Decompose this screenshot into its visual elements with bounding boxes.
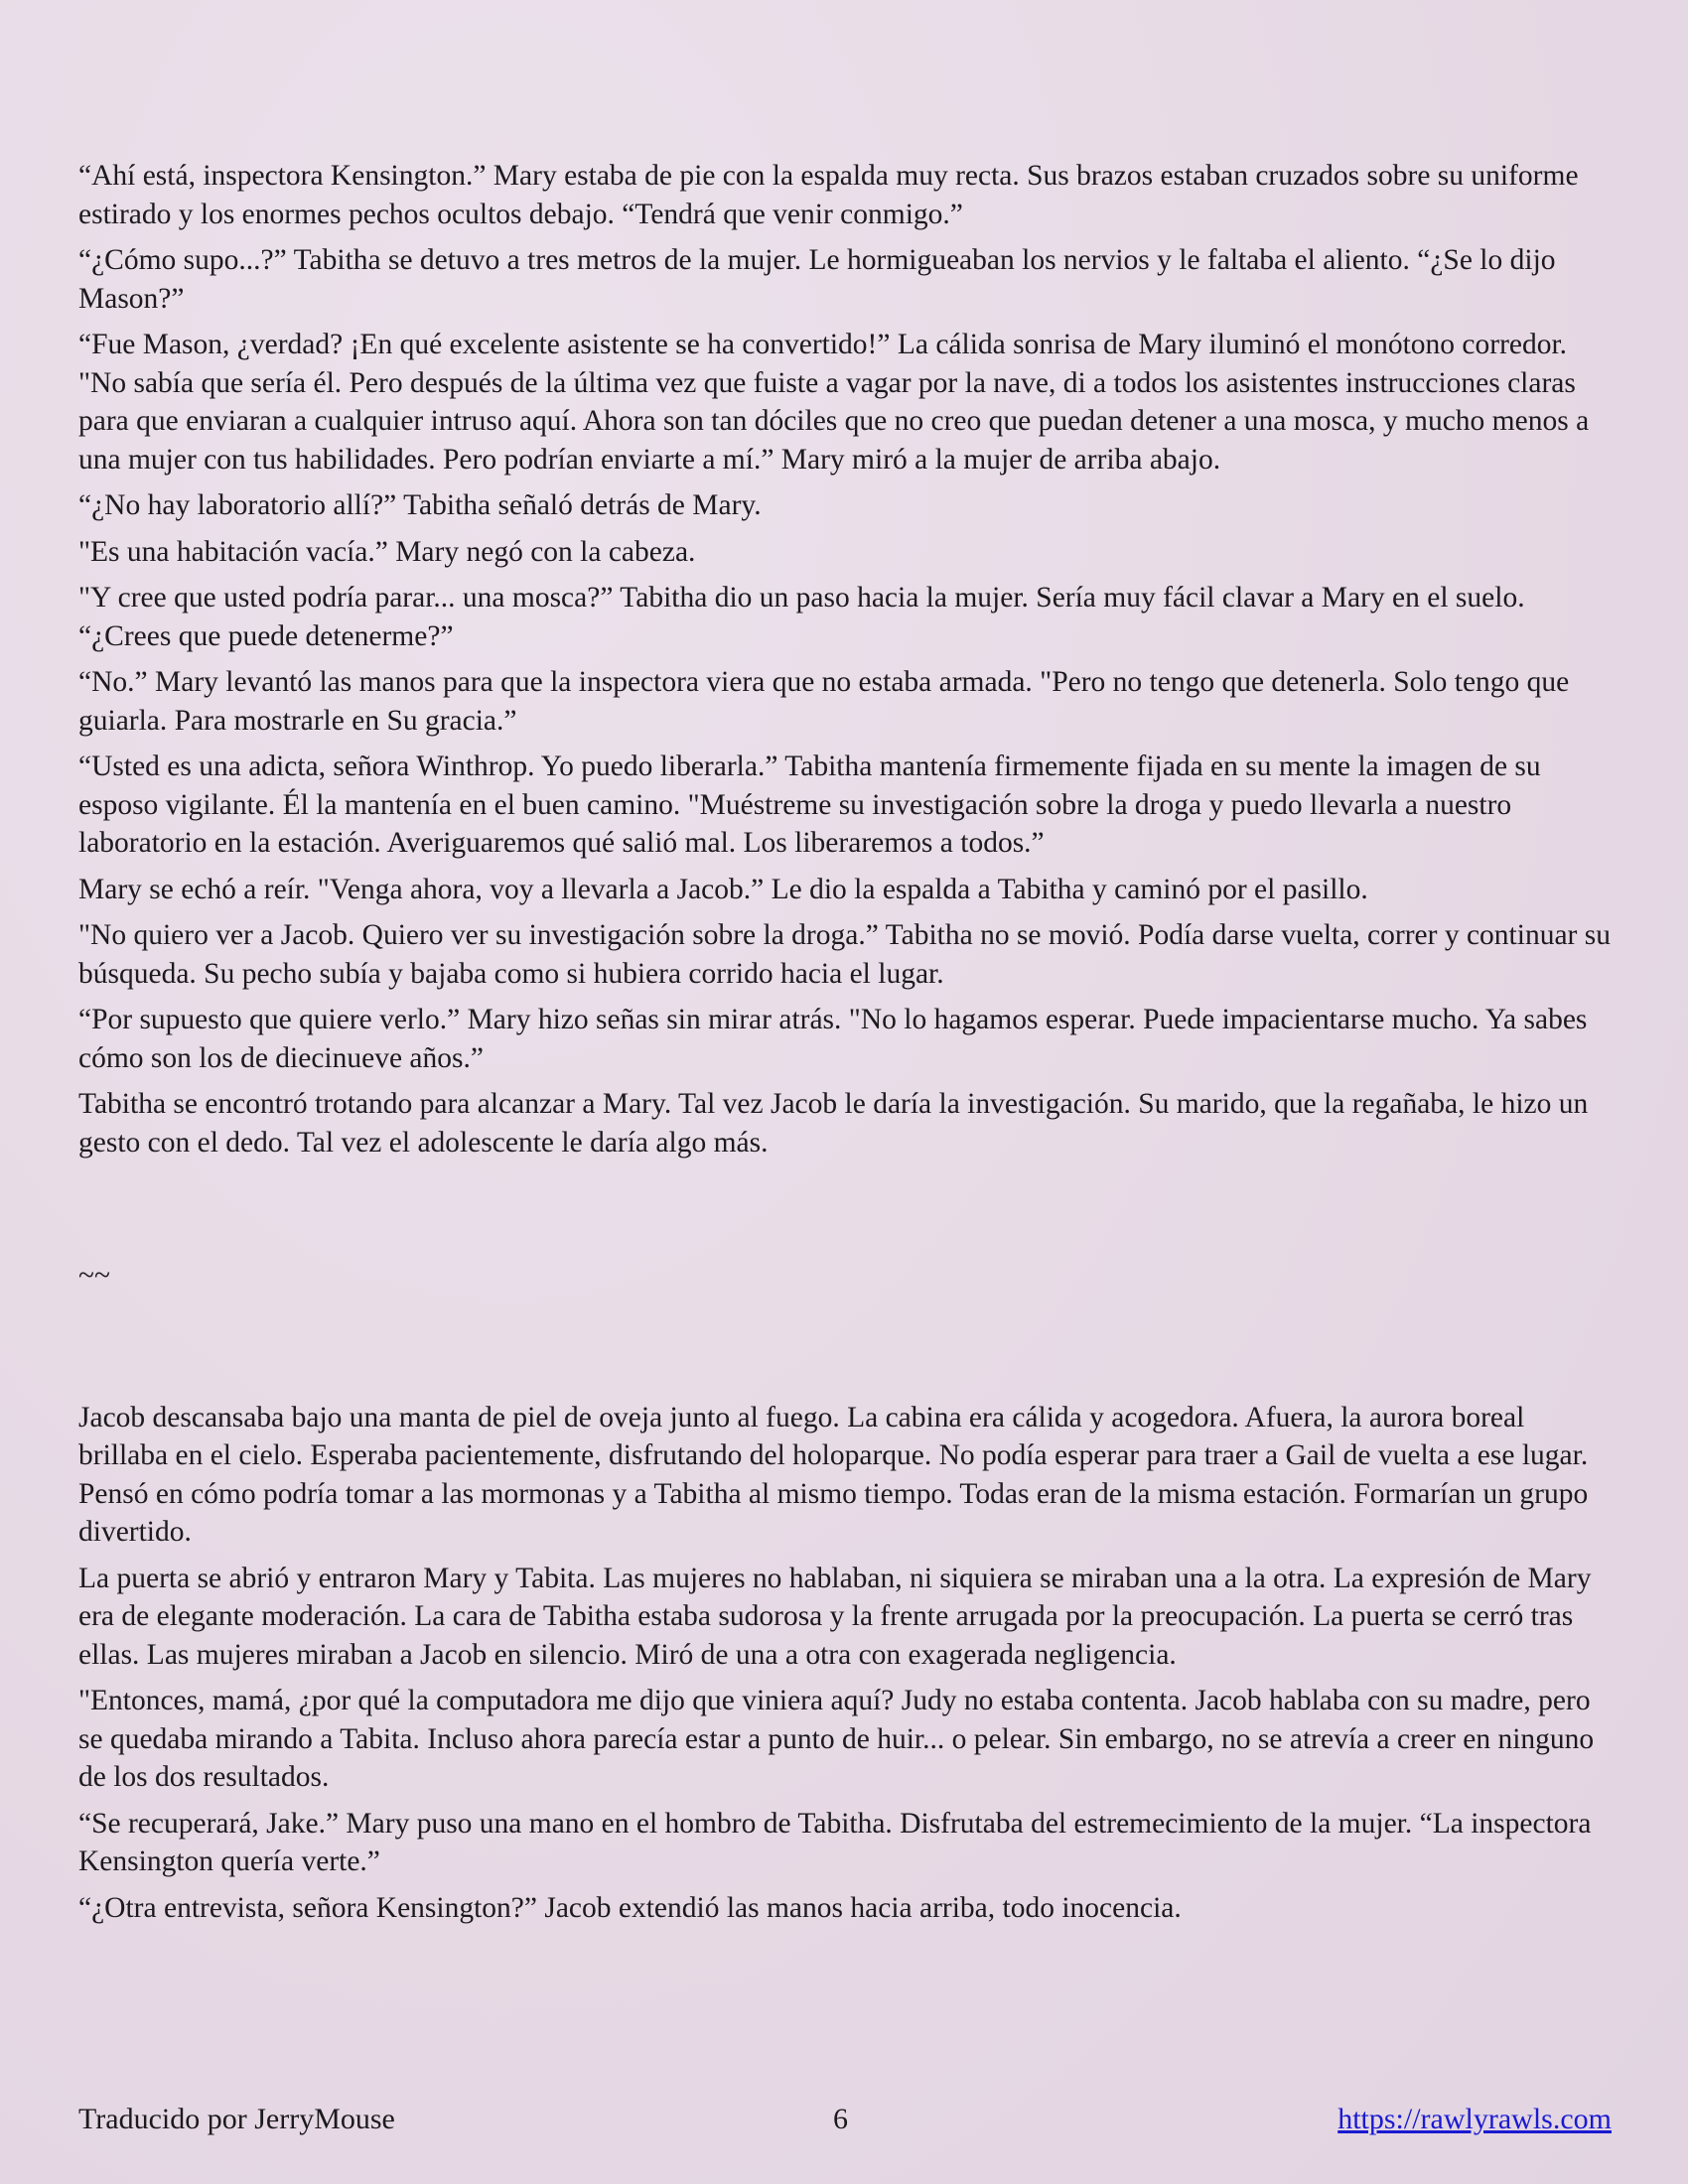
paragraph: La puerta se abrió y entraron Mary y Tabita. Las mujeres no hablaban, ni siquiera se miraban una a la otra. La expresión de Mary era de elegante moderación. La cara de Tabitha estaba sudorosa y la frente arrugada por la preocupación. La puerta se cerró tras ellas. Las mujeres miraban a Jacob en silencio. Miró de una a otra con exagerada negligencia.	[78, 1562, 1592, 1671]
paragraph: “Fue Mason, ¿verdad? ¡En qué excelente asistente se ha convertido!” La cálida sonrisa de Mary iluminó el monótono corredor. "No sabía que sería él. Pero después de la última vez que fuiste a vagar por la nave, di a todos los asistentes instrucciones claras para que enviaran a cualquier intruso aquí. Ahora son tan dóciles que no creo que puedan detener a una mosca, y mucho menos a una mujer con tus habilidades. Pero podrían enviarte a mí.” Mary miró a la mujer de arriba abajo.	[78, 329, 1590, 476]
paragraph: "Entonces, mamá, ¿por qué la computadora me dijo que viniera aquí? Judy no estaba contenta. Jacob hablaba con su madre, pero se quedaba mirando a Tabita. Incluso ahora parecía estar a punto de huir... o pelear. Sin embargo, no se atrevía a creer en ninguno de los dos resultados.	[78, 1685, 1595, 1793]
paragraph: Tabitha se encontró trotando para alcanzar a Mary. Tal vez Jacob le daría la investigación. Su marido, que la regañaba, le hizo un gesto con el dedo. Tal vez el adolescente le daría algo más.	[78, 1088, 1589, 1159]
paragraph: “¿Otra entrevista, señora Kensington?” Jacob extendió las manos hacia arriba, todo inocencia.	[78, 1891, 1182, 1924]
paragraph: “Por supuesto que quiere verlo.” Mary hizo señas sin mirar atrás. "No lo hagamos esperar. Puede impacientarse mucho. Ya sabes cómo son los de diecinueve años.”	[78, 1004, 1588, 1074]
paragraph: “Usted es una adicta, señora Winthrop. Yo puedo liberarla.” Tabitha mantenía firmemente fijada en su mente la imagen de su esposo vigilante. Él la mantenía en el buen camino. "Muéstreme su investigación sobre la droga y puedo llevarla a nuestro laboratorio en la estación. Averiguaremos qué salió mal. Los liberaremos a todos.”	[78, 751, 1541, 859]
paragraph: Jacob descansaba bajo una manta de piel de oveja junto al fuego. La cabina era cálida y acogedora. Afuera, la aurora boreal brillaba en el cielo. Esperaba pacientemente, disfrutando del holoparque. No podía esperar para traer a Gail de vuelta a ese lugar. Pensó en cómo podría tomar a las mormonas y a Tabitha al mismo tiempo. Todas eran de la misma estación. Formarían un grupo divertido.	[78, 1401, 1589, 1548]
body-text	[78, 157, 1612, 1935]
paragraph: "Y cree que usted podría parar... una mosca?” Tabitha dio un paso hacia la mujer. Sería muy fácil clavar a Mary en el suelo. “¿Crees que puede detenerme?”	[78, 582, 1525, 652]
section-separator: ~~	[78, 1260, 110, 1292]
paragraph: "No quiero ver a Jacob. Quiero ver su investigación sobre la droga.” Tabitha no se movió. Podía darse vuelta, correr y continuar su búsqueda. Su pecho subía y bajaba como si hubiera corrido hacia el lugar.	[78, 919, 1611, 990]
paragraph: Mary se echó a reír. "Venga ahora, voy a llevarla a Jacob.” Le dio la espalda a Tabitha y caminó por el pasillo.	[78, 873, 1368, 905]
paragraph: “Ahí está, inspectora Kensington.” Mary estaba de pie con la espalda muy recta. Sus brazos estaban cruzados sobre su uniforme estirado y los enormes pechos ocultos debajo. “Tendrá que venir conmigo.”	[78, 160, 1579, 230]
translator-credit: Traducido por JerryMouse	[78, 2103, 395, 2135]
paragraph: “¿No hay laboratorio allí?” Tabitha señaló detrás de Mary.	[78, 489, 762, 521]
paragraph: "Es una habitación vacía.” Mary negó con la cabeza.	[78, 535, 696, 568]
paragraph: “¿Cómo supo...?” Tabitha se detuvo a tres metros de la mujer. Le hormigueaban los nervios y le faltaba el aliento. “¿Se lo dijo Mason?”	[78, 244, 1556, 315]
page-number: 6	[833, 2103, 848, 2135]
page-footer	[78, 2100, 1612, 2139]
paragraph: “Se recuperará, Jake.” Mary puso una mano en el hombro de Tabitha. Disfrutaba del estremecimiento de la mujer. “La inspectora Kensington quería verte.”	[78, 1807, 1592, 1877]
paragraph: “No.” Mary levantó las manos para que la inspectora viera que no estaba armada. "Pero no tengo que detenerla. Solo tengo que guiarla. Para mostrarle en Su gracia.”	[78, 666, 1570, 737]
website-link[interactable]: https://rawlyrawls.com	[1337, 2103, 1612, 2135]
